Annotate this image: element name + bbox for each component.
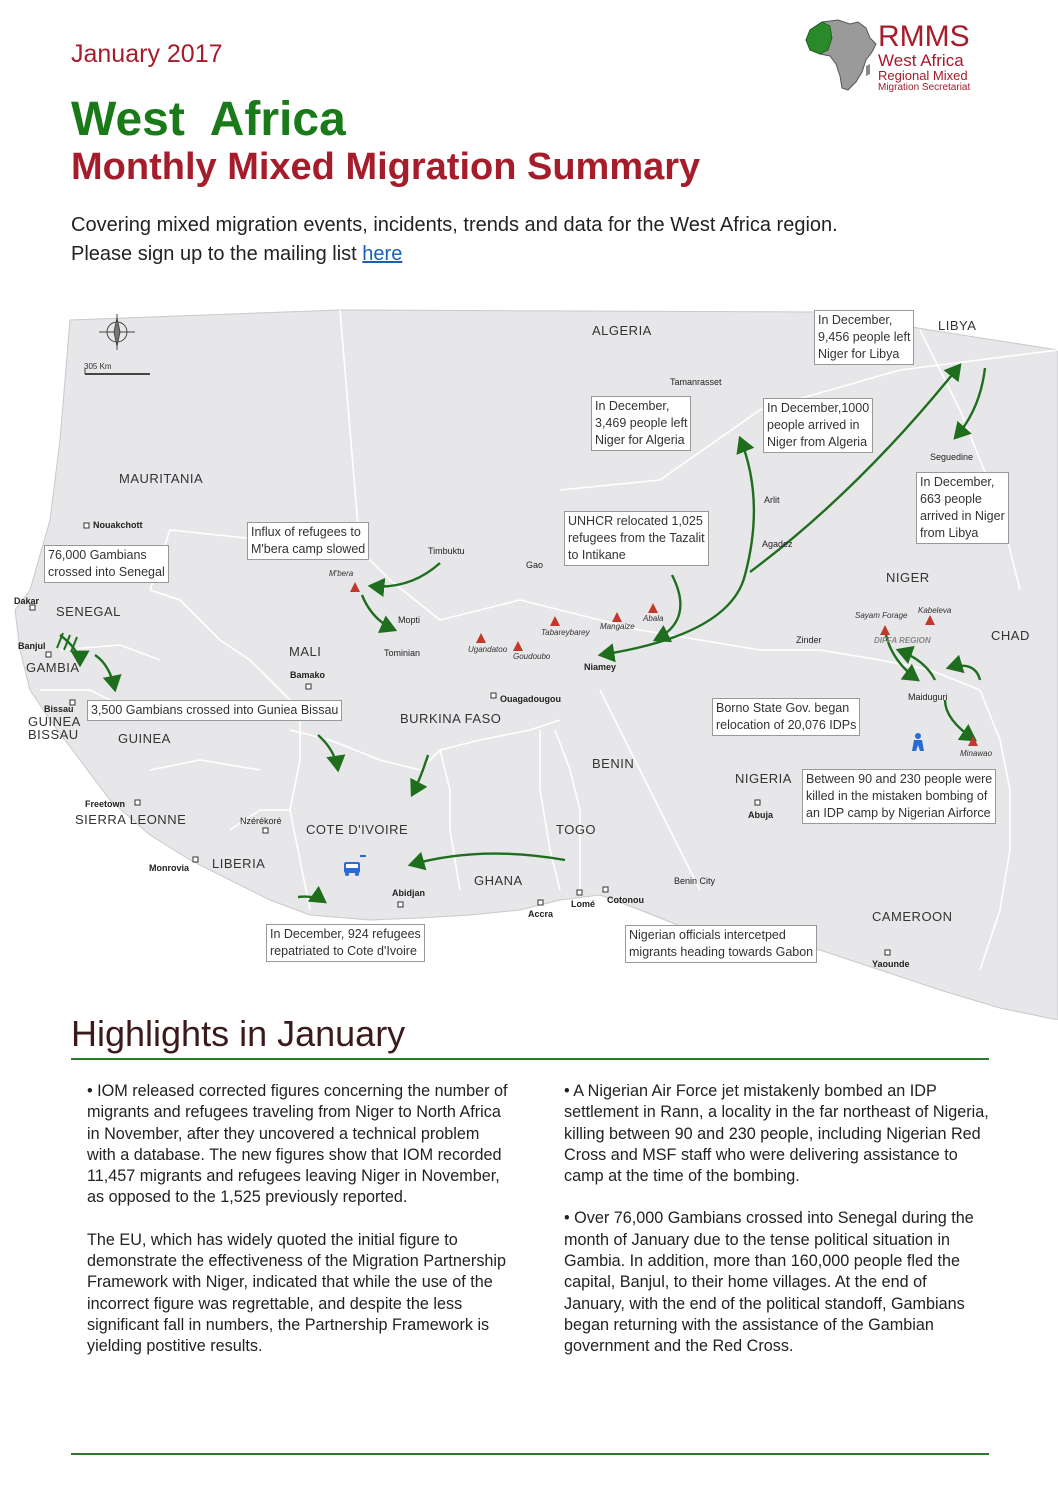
city-nouakchott: Nouakchott <box>93 520 143 530</box>
city-cotonou: Cotonou <box>607 895 644 905</box>
logo-line-1: West Africa <box>878 51 964 70</box>
note-gambians-guinea-bissau: 3,500 Gambians crossed into Guniea Bissau <box>87 700 342 721</box>
camp-mangaize: Mangaize <box>600 622 635 631</box>
country-togo: TOGO <box>556 822 597 837</box>
city-bamako: Bamako <box>290 670 326 680</box>
camp-sayam: Sayam Forage <box>855 611 908 620</box>
country-benin: BENIN <box>592 756 635 771</box>
city-niamey: Niamey <box>584 662 617 672</box>
city-abuja: Abuja <box>748 810 774 820</box>
city-nzerekore: Nzérékoré <box>240 816 282 826</box>
city-yaounde: Yaounde <box>872 959 910 969</box>
city-freetown: Freetown <box>85 799 126 809</box>
note-bombing: Between 90 and 230 people were killed in the mistaken bombing of an IDP camp by Nigerian Airforce <box>802 769 996 824</box>
highlights-left-column <box>87 1081 512 1379</box>
bottom-divider <box>71 1453 989 1455</box>
city-bissau: Bissau <box>44 704 74 714</box>
highlight-rann-bombing: • A Nigerian Air Force jet mistakenly bombed an IDP settlement in Rann, a locality in the far northeast of Nigeria, killing between 90 and 230 people, including Nigerian Red Cross and MSF staff who were delivering assistance to camp at the time of the bombing. <box>564 1082 989 1186</box>
highlights-right-column <box>564 1081 989 1379</box>
city-agadez: Agadez <box>762 539 793 549</box>
highlights-title: Highlights in January <box>71 1013 406 1054</box>
city-mopti: Mopti <box>398 615 421 625</box>
report-date: January 2017 <box>71 40 223 68</box>
highlight-iom-figures: • IOM released corrected figures concerning the number of migrants and refugees traveling from Niger to North Africa in November, after they uncovered a technical problem with a database. The new figures show that IOM recorded 11,457 migrants and refugees leaving Niger in November, as opposed to the 1,525 previously reported. <box>87 1082 508 1207</box>
note-gambians-senegal: 76,000 Gambians crossed into Senegal <box>44 545 169 583</box>
highlight-eu-response: The EU, which has widely quoted the initial figure to demonstrate the effectiveness of the Migration Partnership Framework with Niger, indicated that while the use of the incorrect figure was regrettable, and despite the less significant fall in numbers, the Partnership Framework is yielding postitive results. <box>87 1230 507 1356</box>
country-sierra-leone: SIERRA LEONNE <box>75 812 187 827</box>
mailing-list-link[interactable]: here <box>362 243 403 265</box>
country-guinea: GUINEA <box>118 731 171 746</box>
africa-map-icon <box>800 16 880 96</box>
country-libya: LIBYA <box>938 318 977 333</box>
country-niger: NIGER <box>886 570 930 585</box>
country-guinea-bissau-1: GUINEA <box>28 714 81 729</box>
note-unhcr-intikane: UNHCR relocated 1,025 refugees from the Tazalit to Intikane <box>564 511 709 566</box>
city-timbuktu: Timbuktu <box>428 546 465 556</box>
country-nigeria: NIGERIA <box>735 771 792 786</box>
country-burkina: BURKINA FASO <box>400 711 502 726</box>
city-abidjan: Abidjan <box>392 888 425 898</box>
intro-line-2-text: Please sign up to the mailing list <box>71 243 363 265</box>
camp-minawao: Minawao <box>960 749 993 758</box>
country-algeria: ALGERIA <box>592 323 652 338</box>
country-cote-divoire: COTE D'IVOIRE <box>306 822 409 837</box>
city-monrovia: Monrovia <box>149 863 190 873</box>
note-niger-algeria: In December, 3,469 people left Niger for Algeria <box>591 396 691 451</box>
country-chad: CHAD <box>991 628 1030 643</box>
city-maiduguri: Maiduguri <box>908 692 948 702</box>
note-borno-relocation: Borno State Gov. began relocation of 20,076 IDPs <box>712 698 860 736</box>
country-guinea-bissau-2: BISSAU <box>28 727 79 742</box>
rmms-logo <box>800 16 990 96</box>
city-tamanrasset: Tamanrasset <box>670 377 722 387</box>
city-seguedine: Seguedine <box>930 452 974 462</box>
note-libya-niger: In December, 663 people arrived in Niger from Libya <box>916 472 1009 544</box>
city-accra: Accra <box>528 909 554 919</box>
city-ouagadougou: Ouagadougou <box>500 694 561 704</box>
country-gambia: GAMBIA <box>26 660 80 675</box>
scale-label: 305 Km <box>84 362 112 371</box>
migration-map <box>0 290 1058 1020</box>
logo-line-3: Migration Secretariat <box>878 82 971 93</box>
highlights-divider <box>71 1058 989 1060</box>
camp-ugandatoo: Ugandatoo <box>468 645 508 654</box>
camp-abala: Abala <box>643 614 664 623</box>
city-tominian: Tominian <box>384 648 421 658</box>
camp-tabareybarey: Tabareybarey <box>541 628 590 637</box>
camp-kabeleva: Kabeleva <box>918 606 952 615</box>
city-lome: Lomé <box>571 899 596 909</box>
country-senegal: SENEGAL <box>56 604 121 619</box>
intro-text <box>71 211 838 269</box>
country-cameroon: CAMEROON <box>872 909 953 924</box>
country-mali: MALI <box>289 644 322 659</box>
city-gao: Gao <box>526 560 544 570</box>
page-title: West Africa <box>71 93 346 146</box>
note-gabon: Nigerian officials intercetped migrants heading towards Gabon <box>625 925 817 963</box>
intro-line-1: Covering mixed migration events, incidents, trends and data for the West Africa region. <box>71 214 838 236</box>
note-cote-repatriated: In December, 924 refugees repatriated to Cote d'Ivoire <box>266 924 425 962</box>
camp-goudoubo: Goudoubo <box>513 652 551 661</box>
note-mbera: Influx of refugees to M'bera camp slowed <box>247 522 369 560</box>
page-subtitle: Monthly Mixed Migration Summary <box>71 146 701 188</box>
country-liberia: LIBERIA <box>212 856 266 871</box>
logo-line-2: Regional Mixed <box>878 68 968 83</box>
highlight-gambians-senegal: • Over 76,000 Gambians crossed into Senegal during the month of January due to the tense political situation in Gambia. In addition, more than 160,000 people fled the capital, Banjul, to their home villages. At the end of January, with the end of the political standoff, Gambians began returning with the assistance of the Gambian government and the Red Cross. <box>564 1209 974 1356</box>
country-mauritania: MAURITANIA <box>119 471 204 486</box>
note-algeria-niger: In December,1000 people arrived in Niger from Algeria <box>763 398 873 453</box>
logo-name: RMMS <box>878 20 970 53</box>
region-diffa: DIFFA REGION <box>874 636 931 645</box>
city-dakar: Dakar <box>14 596 40 606</box>
camp-mbera: M'bera <box>329 569 354 578</box>
city-zinder: Zinder <box>796 635 822 645</box>
city-banjul: Banjul <box>18 641 46 651</box>
country-ghana: GHANA <box>474 873 523 888</box>
city-arlit: Arlit <box>764 495 780 505</box>
note-niger-libya: In December, 9,456 people left Niger for Libya <box>814 310 914 365</box>
city-benin-city: Benin City <box>674 876 716 886</box>
intro-line-2 <box>71 240 838 269</box>
